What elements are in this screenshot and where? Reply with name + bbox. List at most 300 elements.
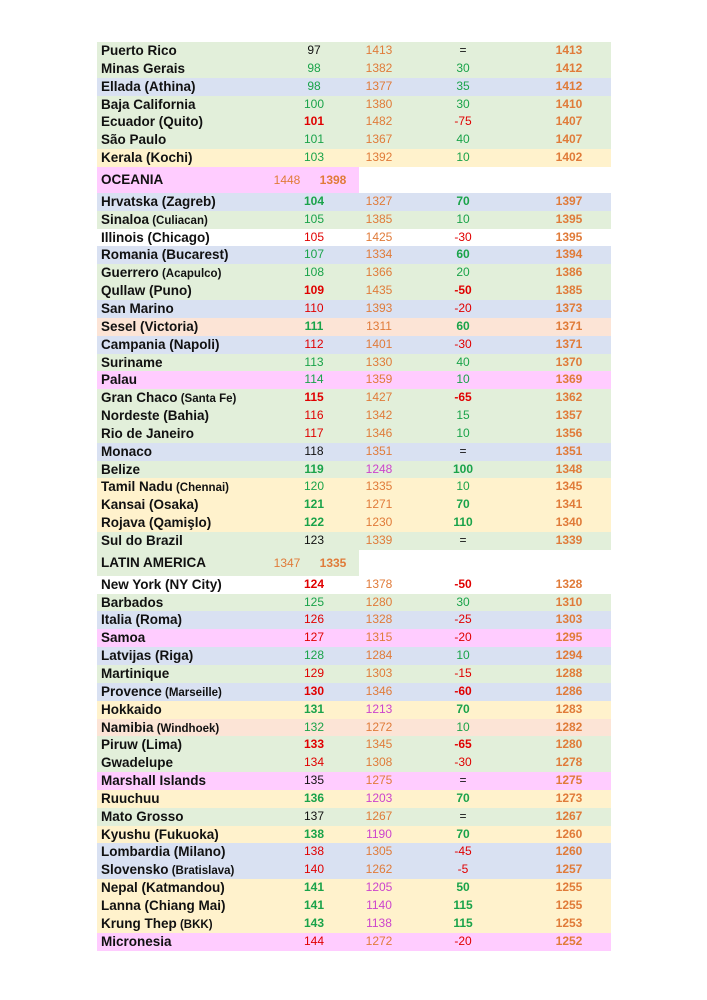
points-change: 10 — [456, 211, 470, 226]
table-row — [97, 594, 611, 612]
table-row — [97, 514, 611, 532]
region-name-main: Samoa — [101, 630, 146, 646]
region-name-main: Sesel (Victoria) — [101, 318, 199, 334]
rank-value: 101 — [303, 114, 325, 129]
rank-value: 136 — [303, 790, 325, 805]
table-row — [97, 647, 611, 665]
region-name-main: Ruuchuu — [101, 790, 160, 806]
current-points: 1295 — [555, 630, 583, 645]
region-name — [101, 576, 222, 594]
region-name-city: (Windhoek) — [153, 722, 220, 735]
region-name-main: Rojava (Qamişlo) — [101, 515, 212, 531]
table-row — [97, 229, 611, 247]
current-points: 1260 — [555, 826, 583, 841]
region-name-city: (BKK) — [176, 918, 213, 931]
region-name-main: Krung Thep — [101, 915, 177, 931]
table-row — [97, 790, 611, 808]
points-change: -30 — [454, 336, 472, 351]
table-row — [97, 701, 611, 719]
points-change: 60 — [456, 318, 470, 333]
table-row — [97, 683, 611, 701]
region-name — [101, 790, 160, 808]
points-change: -65 — [454, 737, 472, 752]
region-name-main: Latvijas (Riga) — [101, 648, 194, 664]
region-name — [101, 246, 229, 264]
region-name — [101, 808, 184, 826]
table-row — [97, 719, 611, 737]
table-row — [97, 211, 611, 229]
points-change: = — [459, 443, 467, 458]
points-change: -30 — [454, 229, 472, 244]
rank-value: 98 — [307, 78, 321, 93]
table-row — [97, 336, 611, 354]
table-row — [97, 96, 611, 114]
table-row — [97, 246, 611, 264]
table-row — [97, 611, 611, 629]
current-points: 1370 — [555, 354, 583, 369]
region-name — [101, 354, 163, 372]
region-name-main: Namibia — [101, 719, 154, 735]
region-name-main: Micronesia — [101, 933, 172, 949]
previous-points: 1315 — [365, 630, 393, 645]
rank-value: 115 — [304, 390, 324, 405]
region-name-city: (Chennai) — [172, 482, 229, 495]
table-row — [97, 300, 611, 318]
region-name — [101, 897, 226, 915]
region-name-main: Monaco — [101, 443, 153, 459]
previous-points: 1330 — [365, 354, 393, 369]
region-name-main: Lanna (Chiang Mai) — [101, 897, 226, 913]
region-name — [101, 131, 166, 149]
rank-value: 133 — [303, 737, 325, 752]
previous-points: 1280 — [365, 594, 393, 609]
region-name-main: Mato Grosso — [101, 808, 184, 824]
region-name-main: Barbados — [101, 594, 164, 610]
previous-points: 1342 — [365, 408, 393, 423]
rank-value: 113 — [304, 354, 324, 369]
table-row — [97, 461, 611, 479]
rank-value: 138 — [303, 826, 325, 841]
current-points: 1394 — [555, 247, 583, 262]
previous-points: 1393 — [365, 300, 393, 315]
previous-points: 1138 — [366, 915, 392, 930]
current-points: 1278 — [555, 755, 583, 770]
region-name-main: Minas Gerais — [101, 60, 186, 76]
previous-points: 1327 — [365, 193, 393, 208]
previous-points: 1345 — [365, 737, 393, 752]
rank-value: 130 — [303, 683, 325, 698]
table-row — [97, 193, 611, 211]
rank-value: 114 — [304, 372, 324, 387]
region-title: LATIN AMERICA — [101, 554, 206, 570]
points-change: -30 — [454, 755, 472, 770]
region-title: OCEANIA — [101, 171, 164, 187]
current-points: 1410 — [555, 96, 583, 111]
previous-points: 1380 — [365, 96, 393, 111]
region-name — [101, 826, 219, 844]
table-row — [97, 496, 611, 514]
points-change: -45 — [454, 844, 472, 859]
rank-value: 126 — [303, 612, 325, 627]
rank-value: 135 — [303, 773, 325, 788]
previous-points: 1385 — [365, 211, 393, 226]
current-points: 1255 — [555, 897, 583, 912]
rank-value: 125 — [303, 594, 325, 609]
points-change: 40 — [456, 132, 470, 147]
current-points: 1395 — [555, 211, 583, 226]
region-name-main: Rio de Janeiro — [101, 425, 195, 441]
region-name — [101, 514, 211, 532]
current-points: 1282 — [555, 719, 583, 734]
table-row — [97, 861, 611, 879]
rank-value: 117 — [304, 425, 324, 440]
points-change: 50 — [456, 880, 470, 895]
rank-value: 111 — [304, 318, 324, 333]
current-points: 1371 — [555, 318, 583, 333]
region-name-city: (Santa Fe) — [177, 393, 237, 406]
rank-value: 118 — [304, 443, 324, 458]
previous-points: 1482 — [365, 114, 393, 129]
region-name — [101, 611, 182, 629]
current-points: 1362 — [555, 390, 583, 405]
current-points: 1252 — [555, 933, 583, 948]
points-change: -75 — [454, 114, 472, 129]
previous-points: 1303 — [365, 666, 393, 680]
region-name — [101, 754, 173, 772]
region-name — [101, 60, 185, 78]
rank-value: 122 — [303, 515, 325, 530]
current-points: 1371 — [555, 336, 583, 351]
table-row — [97, 478, 611, 496]
rank-value: 120 — [303, 479, 325, 494]
rank-value: 128 — [303, 648, 325, 663]
region-header — [97, 550, 611, 576]
points-change: 100 — [452, 461, 474, 476]
table-row — [97, 772, 611, 790]
region-name-main: Kyushu (Fukuoka) — [101, 826, 219, 842]
current-points: 1288 — [555, 666, 583, 680]
rank-value: 129 — [303, 666, 325, 680]
table-row — [97, 933, 611, 951]
region-name-main: Gran Chaco — [101, 390, 178, 406]
previous-points: 1203 — [365, 790, 393, 805]
region-name — [101, 461, 140, 479]
region-name — [101, 843, 226, 861]
rank-value: 131 — [303, 701, 325, 716]
region-name — [101, 532, 183, 550]
previous-points: 1359 — [365, 372, 393, 387]
region-name — [101, 300, 174, 318]
current-points: 1395 — [555, 229, 583, 244]
ranking-table — [97, 42, 611, 951]
region-name-main: Kansai (Osaka) — [101, 497, 199, 513]
rank-value: 105 — [303, 211, 325, 226]
table-row — [97, 754, 611, 772]
current-points: 1345 — [555, 479, 583, 494]
previous-points: 1272 — [365, 719, 393, 734]
current-points: 1310 — [555, 594, 583, 609]
current-points: 1339 — [555, 532, 583, 547]
table-row — [97, 371, 611, 389]
region-name-main: Marshall Islands — [101, 773, 207, 789]
current-points: 1255 — [555, 880, 583, 895]
current-points: 1283 — [555, 701, 583, 716]
table-row — [97, 826, 611, 844]
rank-value: 144 — [303, 933, 325, 948]
region-name — [101, 629, 145, 647]
points-change: -50 — [454, 283, 472, 298]
previous-points: 1308 — [365, 755, 393, 770]
table-row — [97, 113, 611, 131]
points-change: -20 — [454, 300, 472, 315]
region-name — [101, 78, 196, 96]
points-change: 40 — [456, 354, 470, 369]
current-points: 1294 — [555, 648, 583, 663]
rank-value: 137 — [303, 808, 325, 823]
points-change: 15 — [456, 408, 470, 423]
points-change: 10 — [456, 425, 470, 440]
rank-value: 132 — [303, 719, 325, 734]
previous-points: 1367 — [365, 132, 393, 147]
points-change: 60 — [456, 247, 470, 262]
region-name-main: Hrvatska (Zagreb) — [101, 193, 216, 209]
rank-value: 124 — [303, 576, 325, 591]
current-points: 1267 — [555, 808, 583, 823]
rank-value: 119 — [304, 461, 324, 476]
region-name-main: Qullaw (Puno) — [101, 283, 192, 299]
current-points: 1260 — [555, 844, 583, 859]
previous-points: 1275 — [365, 773, 393, 788]
points-change: 30 — [456, 60, 470, 75]
region-name-main: Puerto Rico — [101, 43, 177, 58]
region-name — [101, 594, 163, 612]
region-name-city: (Culiacan) — [149, 214, 208, 227]
region-name-main: Ellada (Athina) — [101, 78, 196, 94]
region-name-main: Ecuador (Quito) — [101, 114, 203, 130]
rank-value: 109 — [303, 283, 325, 298]
previous-points: 1378 — [365, 576, 393, 591]
previous-points: 1272 — [365, 933, 393, 948]
previous-points: 1335 — [365, 479, 393, 494]
current-points: 1413 — [555, 43, 583, 57]
region-name — [101, 318, 198, 336]
points-change: -20 — [454, 933, 472, 948]
points-change: -60 — [454, 683, 472, 698]
points-change: = — [459, 43, 467, 57]
previous-points: 1351 — [365, 443, 393, 458]
region-name-main: New York (NY City) — [101, 576, 222, 592]
rank-value: 112 — [304, 336, 324, 351]
region-name-city: (Marseille) — [161, 686, 222, 699]
region-name-main: Guerrero — [101, 265, 159, 281]
region-name — [101, 647, 193, 665]
current-points: 1286 — [555, 683, 583, 698]
current-points: 1275 — [555, 773, 583, 788]
points-change: 110 — [453, 515, 473, 530]
region-name-main: Sul do Brazil — [101, 532, 183, 548]
points-change: = — [459, 532, 467, 547]
current-points: 1328 — [555, 576, 583, 591]
region-name — [101, 193, 216, 211]
table-row — [97, 389, 611, 407]
region-name-city: (Acapulco) — [158, 268, 222, 281]
region-name-main: Nordeste (Bahia) — [101, 408, 210, 424]
previous-points: 1377 — [365, 78, 393, 93]
points-change: -65 — [454, 390, 472, 405]
rank-value: 143 — [303, 915, 325, 930]
table-row — [97, 407, 611, 425]
points-change: 20 — [456, 265, 470, 280]
points-change: -15 — [454, 666, 472, 680]
rank-value: 141 — [303, 880, 325, 895]
previous-points: 1305 — [365, 844, 393, 859]
region-name — [101, 665, 169, 683]
region-name — [101, 425, 194, 443]
points-change: 30 — [456, 594, 470, 609]
table-row — [97, 443, 611, 461]
current-points: 1385 — [555, 283, 583, 298]
points-change: 115 — [453, 915, 473, 930]
current-points: 1397 — [555, 193, 583, 208]
previous-points: 1284 — [365, 648, 393, 663]
points-change: 10 — [456, 479, 470, 494]
region-name — [101, 407, 209, 425]
region-name-main: Tamil Nadu — [101, 479, 173, 495]
region-name — [101, 933, 172, 951]
rank-value: 98 — [307, 60, 321, 75]
previous-points: 1205 — [365, 880, 393, 895]
region-name — [101, 443, 152, 461]
current-points: 1357 — [555, 408, 583, 423]
region-name — [101, 149, 193, 167]
current-points: 1348 — [555, 461, 583, 476]
points-change: 10 — [456, 372, 470, 387]
points-change: 70 — [456, 701, 470, 716]
table-row — [97, 808, 611, 826]
region-name — [101, 336, 220, 354]
table-row — [97, 915, 611, 933]
region-name-main: Illinois (Chicago) — [101, 229, 210, 245]
points-change: -50 — [454, 576, 472, 591]
points-change: 115 — [453, 897, 473, 912]
rank-value: 121 — [303, 497, 325, 512]
region-name-main: Palau — [101, 372, 138, 388]
previous-points: 1401 — [365, 336, 393, 351]
region-name-main: Sinaloa — [101, 211, 150, 227]
current-points: 1273 — [555, 790, 583, 805]
rank-value: 103 — [303, 150, 325, 165]
rank-value: 116 — [304, 408, 324, 423]
region-name-main: Provence — [101, 683, 162, 699]
region-name-main: Kerala (Kochi) — [101, 150, 193, 166]
current-points: 1407 — [555, 132, 583, 147]
table-row — [97, 42, 611, 60]
current-points: 1341 — [555, 497, 583, 512]
previous-points: 1262 — [365, 862, 393, 877]
points-change: 70 — [456, 497, 470, 512]
points-change: -20 — [454, 630, 472, 645]
table-row — [97, 425, 611, 443]
region-name-city: (Bratislava) — [168, 865, 235, 878]
points-change: 30 — [456, 96, 470, 111]
table-row — [97, 629, 611, 647]
table-row — [97, 879, 611, 897]
table-row — [97, 354, 611, 372]
previous-points: 1190 — [366, 826, 392, 841]
rank-value: 134 — [303, 755, 325, 770]
previous-points: 1366 — [365, 265, 393, 280]
rank-value: 101 — [303, 132, 325, 147]
region-name-main: Piruw (Lima) — [101, 737, 183, 753]
points-change: 70 — [456, 790, 470, 805]
previous-points: 1413 — [365, 43, 393, 57]
points-change: 10 — [456, 719, 470, 734]
region-name — [101, 772, 206, 790]
region-name-main: San Marino — [101, 300, 174, 316]
table-row — [97, 532, 611, 550]
previous-points: 1339 — [365, 532, 393, 547]
region-header — [97, 167, 611, 193]
region-name — [101, 371, 137, 389]
region-average: 1448 — [273, 172, 301, 187]
table-row — [97, 318, 611, 336]
table-row — [97, 131, 611, 149]
region-name-main: Hokkaido — [101, 701, 162, 717]
current-points: 1257 — [555, 862, 583, 877]
region-name-main: Baja California — [101, 96, 196, 112]
region-name-main: São Paulo — [101, 132, 167, 148]
previous-points: 1346 — [365, 683, 393, 698]
region-name — [101, 42, 177, 60]
previous-points: 1382 — [365, 60, 393, 75]
previous-points: 1427 — [365, 390, 393, 405]
current-points: 1351 — [555, 443, 583, 458]
points-change: 10 — [456, 648, 470, 663]
rank-value: 97 — [307, 43, 321, 57]
current-points: 1407 — [555, 114, 583, 129]
region-name-main: Gwadelupe — [101, 755, 174, 771]
previous-points: 1271 — [365, 497, 393, 512]
rank-value: 104 — [303, 193, 325, 208]
region-score: 1398 — [319, 172, 347, 187]
table-row — [97, 149, 611, 167]
region-name — [101, 879, 225, 897]
region-average: 1347 — [273, 555, 301, 570]
points-change: 35 — [456, 78, 470, 93]
rank-value: 107 — [303, 247, 325, 262]
current-points: 1356 — [555, 425, 583, 440]
current-points: 1280 — [555, 737, 583, 752]
previous-points: 1230 — [365, 515, 393, 530]
current-points: 1386 — [555, 265, 583, 280]
region-name-main: Slovensko — [101, 862, 169, 878]
rank-value: 141 — [303, 897, 325, 912]
points-change: = — [459, 773, 467, 788]
current-points: 1340 — [555, 515, 583, 530]
region-name — [101, 113, 203, 131]
region-name — [101, 229, 210, 247]
current-points: 1303 — [555, 612, 583, 627]
previous-points: 1140 — [366, 897, 392, 912]
previous-points: 1213 — [365, 701, 393, 716]
region-name-main: Italia (Roma) — [101, 612, 183, 628]
rank-value: 138 — [303, 844, 325, 859]
region-name — [101, 496, 199, 514]
current-points: 1369 — [555, 372, 583, 387]
rank-value: 110 — [304, 300, 324, 315]
table-row — [97, 60, 611, 78]
table-row — [97, 576, 611, 594]
